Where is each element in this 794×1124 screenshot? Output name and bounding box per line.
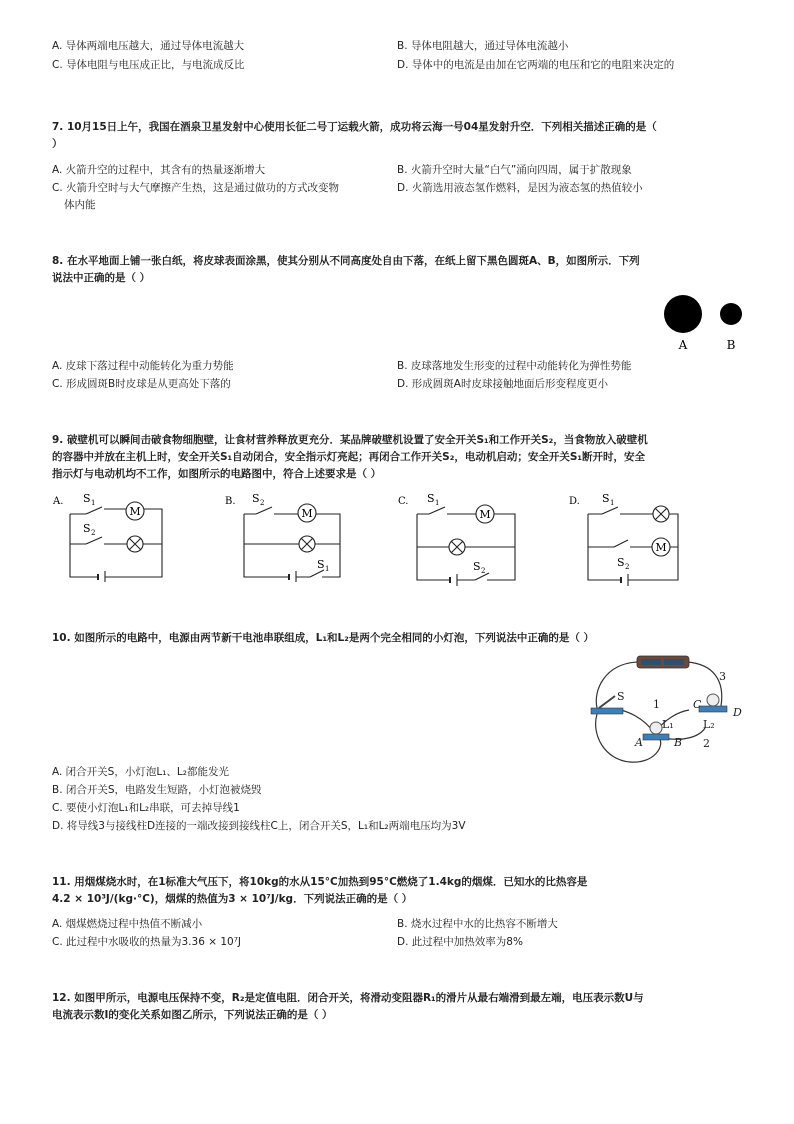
q8-option-d: D. 形成圆斑A时皮球接触地面后形变程度更小 — [397, 378, 608, 390]
q11-option-a: A. 烟煤燃烧过程中热值不断减小 — [52, 918, 203, 930]
q9b-s1: S — [317, 558, 325, 571]
q8-figure — [656, 290, 756, 354]
q10-label-3: 3 — [719, 670, 726, 683]
q9-circuit-b — [222, 490, 347, 582]
q10-label-l2: L₂ — [703, 718, 715, 731]
q7-option-b: B. 火箭升空时大量“白气”涌向四周，属于扩散现象 — [397, 164, 632, 176]
q11-stem-line2: 4.2 × 10³J/(kg·°C)，烟煤的热值为3 × 10⁷J/kg．下列说法正确的是（ ） — [52, 893, 413, 905]
q10-label-a: A — [635, 736, 643, 749]
q9a-s2-sub: 2 — [91, 529, 96, 537]
q7-stem — [52, 119, 752, 153]
q10-option-c: C. 要使小灯泡L₁和L₂串联，可去掉导线1 — [52, 802, 240, 814]
spot-a — [664, 295, 702, 333]
q9-stem-line3: 指示灯与电动机均不工作，如图所示的电路图中，符合上述要求是（ ） — [52, 468, 382, 480]
q10-label-1: 1 — [653, 698, 660, 711]
q9-stem — [52, 432, 752, 483]
q9b-s2: S — [252, 492, 260, 505]
q10-label-s: S — [617, 690, 625, 703]
q10-option-a: A. 闭合开关S，小灯泡L₁、L₂都能发光 — [52, 766, 229, 778]
q10-label-b: B — [674, 736, 683, 749]
q9c-s2-sub: 2 — [481, 567, 486, 575]
q9-circuit-d — [566, 490, 686, 586]
q9a-s1: S — [83, 492, 91, 505]
q9-stem-line1: 9. 破壁机可以瞬间击破食物细胞壁，让食材营养释放更充分．某品牌破壁机设置了安全开关S₁和工作开关S₂，当食物放入破壁机 — [52, 434, 648, 446]
q9b-s2-sub: 2 — [260, 499, 265, 507]
q11-stem — [52, 874, 752, 908]
q8-option-a: A. 皮球下落过程中动能转化为重力势能 — [52, 360, 234, 372]
q9d-s1-sub: 1 — [610, 499, 615, 507]
q9d-s1: S — [602, 492, 610, 505]
q11-option-d: D. 此过程中加热效率为8% — [397, 936, 523, 948]
q10-option-b: B. 闭合开关S，电路发生短路，小灯泡被烧毁 — [52, 784, 262, 796]
q9d-label: D. — [569, 496, 580, 507]
q10-label-d: D — [733, 706, 742, 719]
q8-stem — [52, 253, 752, 287]
q10-stem: 10. 如图所示的电路中，电源由两节新干电池串联组成，L₁和L₂是两个完全相同的小灯泡，下列说法中正确的是（ ） — [52, 632, 594, 644]
q11-option-c: C. 此过程中水吸收的热量为3.36 × 10⁷J — [52, 936, 242, 948]
bulb-l1 — [650, 722, 662, 734]
q8-option-b: B. 皮球落地发生形变的过程中动能转化为弹性势能 — [397, 360, 632, 372]
q6-option-c: C. 导体电阻与电压成正比，与电流成反比 — [52, 59, 245, 71]
q7-option-a: A. 火箭升空的过程中，其含有的热量逐渐增大 — [52, 164, 266, 176]
q12-stem-line1: 12. 如图甲所示，电源电压保持不变，R₂是定值电阻．闭合开关，将滑动变阻器R₁的滑片从最右端滑到最左端，电压表示数U与 — [52, 992, 644, 1004]
label-a: A — [678, 338, 688, 352]
q7-option-c: C. 火箭升空时与大气摩擦产生热，这是通过做功的方式改变物 — [52, 182, 340, 194]
q8-option-c: C. 形成圆斑B时皮球是从更高处下落的 — [52, 378, 231, 390]
q6-option-b: B. 导体电阻越大，通过导体电流越小 — [397, 40, 569, 52]
q9c-motor: M — [479, 508, 491, 521]
q8-stem-line2: 说法中正确的是（ ） — [52, 272, 151, 284]
q9d-s2: S — [617, 556, 625, 569]
q9a-motor: M — [129, 505, 141, 518]
q9c-s1-sub: 1 — [435, 499, 440, 507]
q11-stem-line1: 11. 用烟煤烧水时，在1标准大气压下，将10kg的水从15°C加热到95°C燃烧了1.4kg的烟煤．已知水的比热容是 — [52, 876, 588, 888]
q9a-label: A. — [53, 496, 64, 507]
q9a-s2: S — [83, 522, 91, 535]
q9d-motor: M — [655, 541, 667, 554]
spot-b — [720, 303, 742, 325]
q7-option-d: D. 火箭选用液态氢作燃料，是因为液态氢的热值较小 — [397, 182, 643, 194]
switch-base — [591, 708, 623, 714]
q9-circuit-a — [50, 490, 170, 582]
q10-label-l1: L₁ — [662, 718, 674, 731]
q9b-s1-sub: 1 — [325, 565, 330, 573]
q7-stem-line2: ） — [52, 138, 63, 150]
q6-option-d: D. 导体中的电流是由加在它两端的电压和它的电阻来决定的 — [397, 59, 675, 71]
label-b: B — [726, 338, 736, 352]
bulb-l2 — [707, 694, 719, 706]
q9-circuit-c — [395, 490, 520, 586]
q9d-s2-sub: 2 — [625, 563, 630, 571]
q9c-label: C. — [398, 496, 409, 507]
q10-figure — [585, 650, 745, 765]
q9a-s1-sub: 1 — [91, 499, 96, 507]
q9b-motor: M — [301, 507, 313, 520]
q10-label-2: 2 — [703, 737, 710, 750]
q7-stem-line1: 7. 10月15日上午，我国在酒泉卫星发射中心使用长征二号丁运载火箭，成功将云海一号04星发射升空．下列相关描述正确的是（ — [52, 121, 657, 133]
q6-option-a: A. 导体两端电压越大，通过导体电流越大 — [52, 40, 245, 52]
q12-stem-line2: 电流表示数I的变化关系如图乙所示，下列说法正确的是（ ） — [52, 1009, 333, 1021]
q7-option-c-cont: 体内能 — [64, 199, 96, 211]
q9-stem-line2: 的容器中并放在主机上时，安全开关S₁自动闭合，安全指示灯亮起；再闭合工作开关S₂，电动机启动；安全开关S₁断开时，安全 — [52, 451, 645, 463]
q8-stem-line1: 8. 在水平地面上铺一张白纸，将皮球表面涂黑，使其分别从不同高度处自由下落，在纸上留下黑色圆斑A、B，如图所示．下列 — [52, 255, 640, 267]
q10-option-d: D. 将导线3与接线柱D连接的一端改接到接线柱C上，闭合开关S，L₁和L₂两端电压均为3V — [52, 820, 466, 832]
q10-label-c: C — [693, 698, 702, 711]
q9c-s2: S — [473, 560, 481, 573]
q12-stem — [52, 990, 752, 1024]
q11-option-b: B. 烧水过程中水的比热容不断增大 — [397, 918, 558, 930]
q9b-label: B. — [225, 496, 236, 507]
q9c-s1: S — [427, 492, 435, 505]
